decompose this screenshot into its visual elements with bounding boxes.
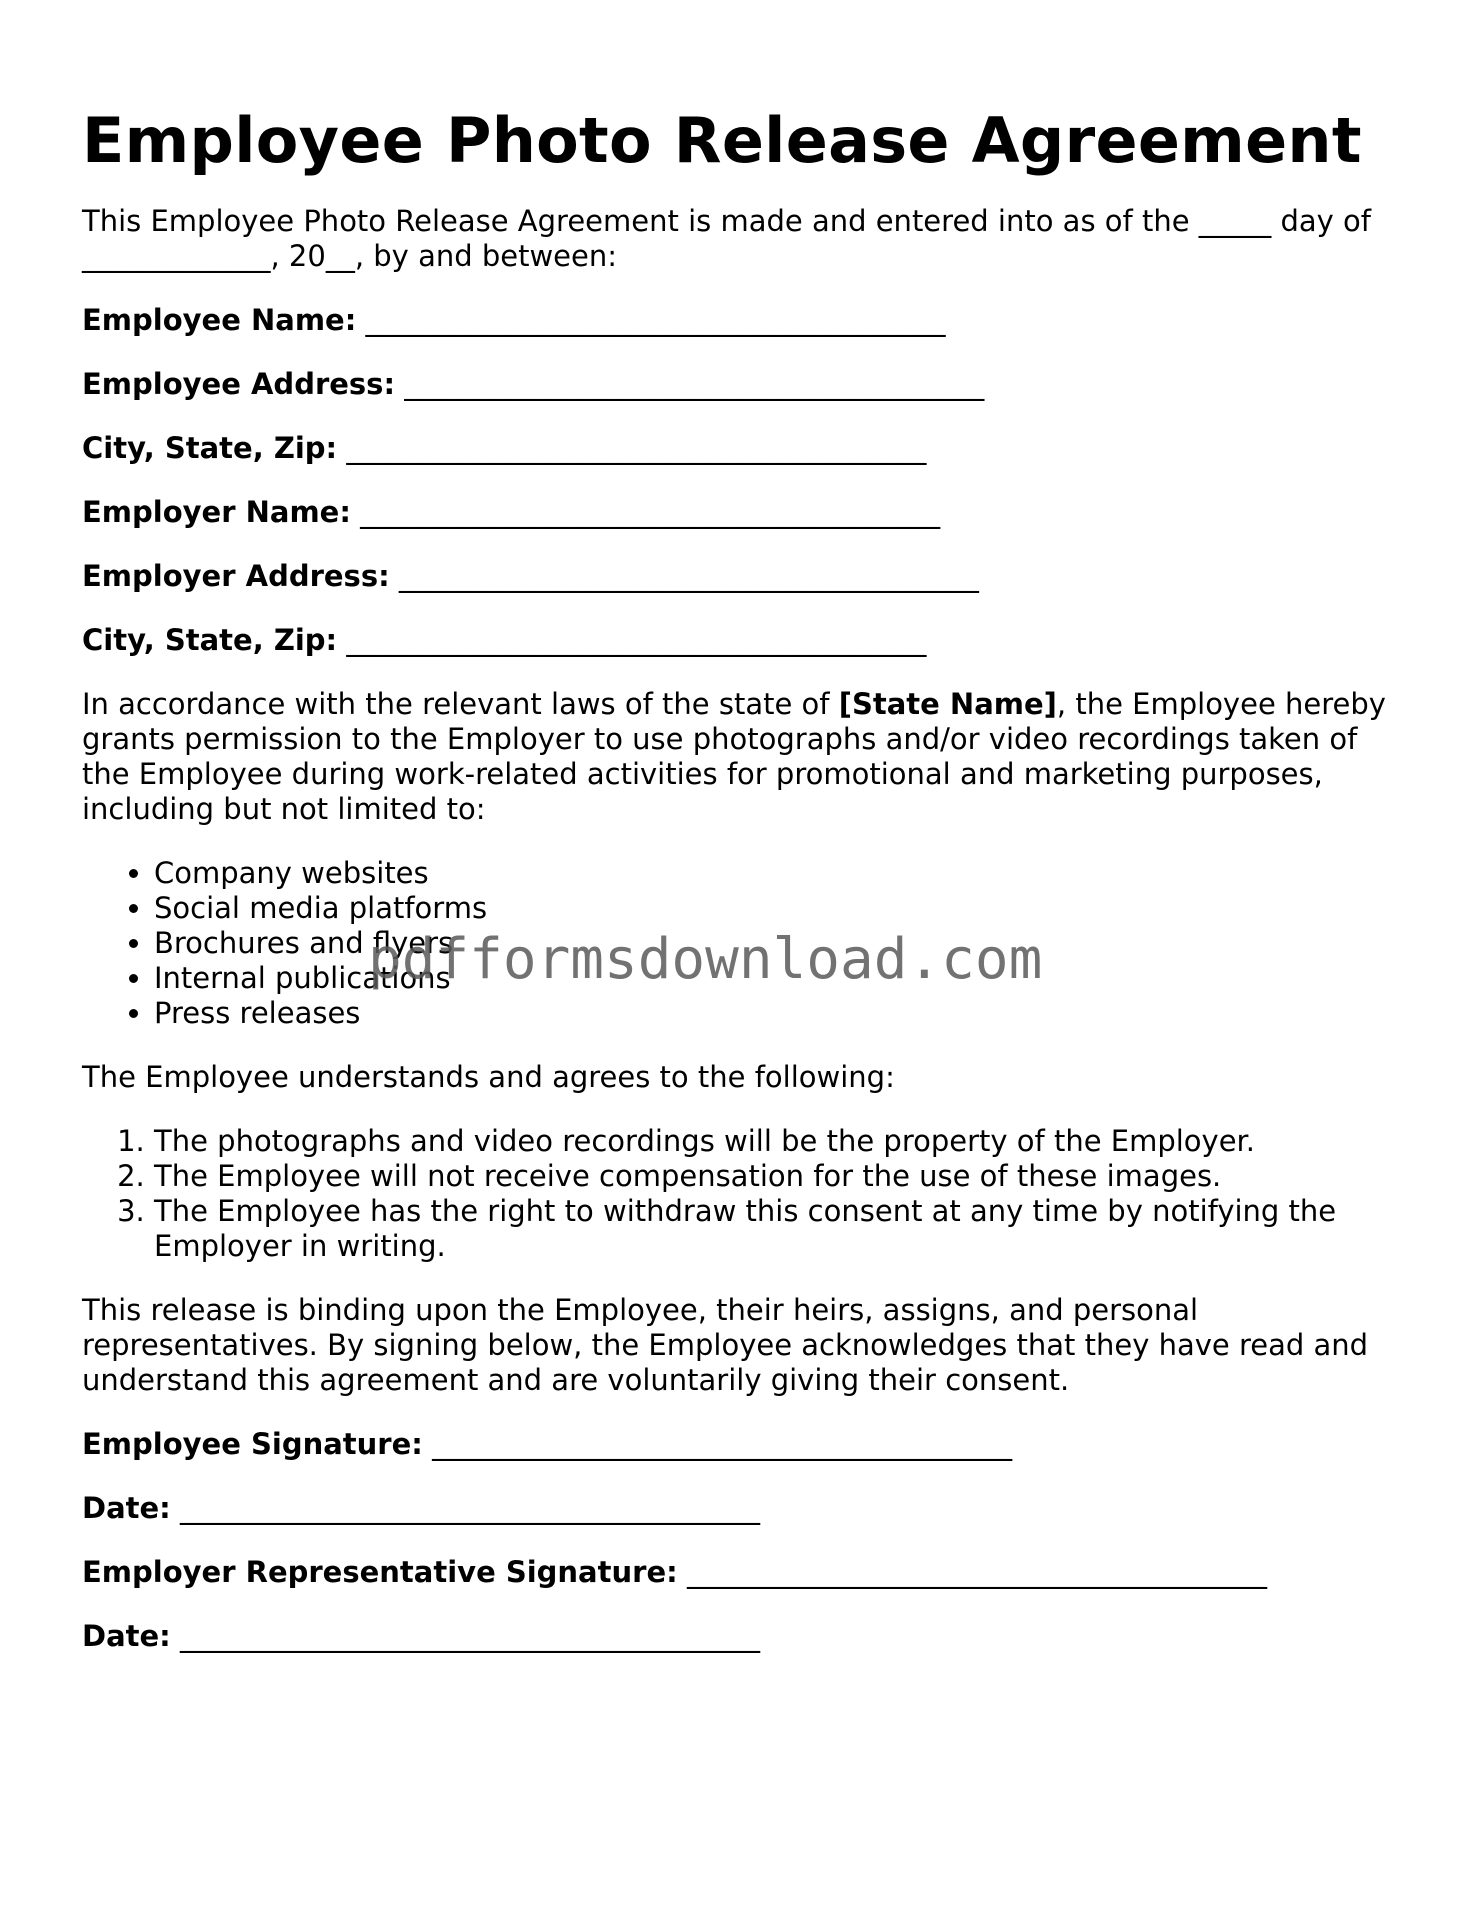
field-blank: ________________________________________ xyxy=(180,1619,760,1653)
field-blank: ________________________________________ xyxy=(180,1491,760,1525)
permission-text-after: , the Employee hereby grants permission to the Employer to use photographs and/or video recordings taken of the Employee during work-related activities for promotional and marketing purposes, including but not limited to: xyxy=(82,687,1386,826)
employer-name-field xyxy=(82,495,1412,530)
document-page xyxy=(82,98,1412,1683)
field-label: Employee Name: xyxy=(82,303,357,337)
intro-paragraph: This Employee Photo Release Agreement is made and entered into as of the _____ day of _____________, 20__, by and between: xyxy=(82,204,1371,273)
employee-name-field xyxy=(82,303,1412,338)
list-item: 2. The Employee will not receive compensation for the use of these images. xyxy=(154,1159,1412,1194)
field-label: Employee Signature: xyxy=(82,1427,423,1461)
field-blank: ________________________________________ xyxy=(398,559,979,593)
list-item: 3. The Employee has the right to withdraw this consent at any time by notifying the Employer in writing. xyxy=(154,1194,1412,1264)
field-label: City, State, Zip: xyxy=(82,431,338,465)
permission-paragraph xyxy=(82,687,1412,827)
binding-paragraph: This release is binding upon the Employee, their heirs, assigns, and personal representatives. By signing below, the Employee acknowledges that they have read and understand this agreement and are voluntarily giving their consent. xyxy=(82,1293,1369,1397)
document-title: Employee Photo Release Agreement xyxy=(82,104,1362,177)
terms-list xyxy=(82,1124,1412,1264)
uses-list xyxy=(82,856,1412,1031)
field-label: Date: xyxy=(82,1619,171,1653)
field-label: Date: xyxy=(82,1491,171,1525)
employee-date-field xyxy=(82,1491,1412,1526)
employee-city-state-zip-field xyxy=(82,431,1412,466)
employer-city-state-zip-field xyxy=(82,623,1412,658)
employer-representative-signature-field xyxy=(82,1555,1412,1590)
field-label: Employee Address: xyxy=(82,367,396,401)
field-label: Employer Representative Signature: xyxy=(82,1555,678,1589)
field-blank: ________________________________________ xyxy=(432,1427,1013,1461)
list-item: • Press releases xyxy=(154,996,1412,1031)
agreement-intro: The Employee understands and agrees to the following: xyxy=(82,1060,895,1094)
list-item: 1. The photographs and video recordings will be the property of the Employer. xyxy=(154,1124,1412,1159)
employer-date-field xyxy=(82,1619,1412,1654)
state-name-placeholder: [State Name] xyxy=(838,687,1057,721)
field-label: Employer Name: xyxy=(82,495,351,529)
list-item: • Brochures and flyers xyxy=(154,926,1412,961)
field-blank: ________________________________________ xyxy=(360,495,941,529)
list-item: • Social media platforms xyxy=(154,891,1412,926)
employee-signature-field xyxy=(82,1427,1412,1462)
watermark: pdfformsdownload.com xyxy=(368,927,1043,992)
employer-address-field xyxy=(82,559,1412,594)
field-blank: ________________________________________ xyxy=(686,1555,1267,1589)
field-blank: ________________________________________ xyxy=(404,367,985,401)
field-blank: ________________________________________ xyxy=(346,623,927,657)
field-label: Employer Address: xyxy=(82,559,390,593)
field-blank: ________________________________________ xyxy=(346,431,927,465)
list-item: • Company websites xyxy=(154,856,1412,891)
field-blank: ________________________________________ xyxy=(365,303,946,337)
permission-text-before: In accordance with the relevant laws of the state of xyxy=(82,687,839,721)
field-label: City, State, Zip: xyxy=(82,623,338,657)
employee-address-field xyxy=(82,367,1412,402)
list-item: • Internal publications xyxy=(154,961,1412,996)
